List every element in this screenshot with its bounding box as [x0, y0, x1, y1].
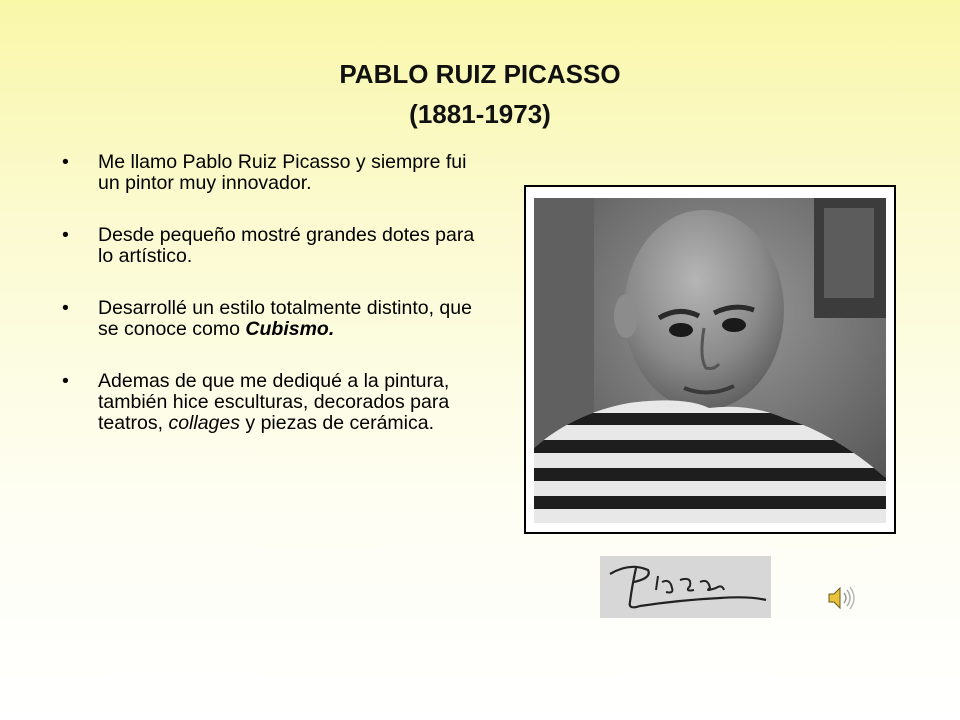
portrait-frame	[524, 185, 896, 534]
page-title	[0, 54, 960, 134]
bullet-text: Ademas de que me dediqué a la pintura, también hice esculturas, decorados para teatros,	[98, 370, 450, 434]
signature-image	[600, 556, 771, 618]
bullet-dot: •	[62, 224, 69, 246]
bullet-dot: •	[62, 151, 69, 173]
title-years: (1881-1973)	[409, 99, 551, 129]
title-name: PABLO RUIZ PICASSO	[339, 59, 621, 89]
bullet-emphasis: Cubismo.	[245, 318, 335, 340]
bullet-text: Me llamo Pablo Ruiz Picasso y siempre fui un pintor muy innovador.	[98, 151, 467, 194]
bullet-dot: •	[62, 297, 69, 319]
bullet-text-end: y piezas de cerámica.	[240, 412, 435, 434]
list-item	[62, 371, 482, 434]
bullet-dot: •	[62, 370, 69, 392]
speaker-icon[interactable]	[826, 585, 858, 611]
bullet-list	[62, 152, 482, 465]
list-item	[62, 225, 482, 267]
bullet-text: Desarrollé un estilo totalmente distinto, que se conoce como	[98, 297, 472, 340]
list-item	[62, 152, 482, 194]
bullet-text: Desde pequeño mostré grandes dotes para lo artístico.	[98, 224, 475, 267]
list-item	[62, 298, 482, 340]
bullet-emphasis: collages	[168, 412, 240, 434]
portrait-photo	[534, 198, 886, 523]
